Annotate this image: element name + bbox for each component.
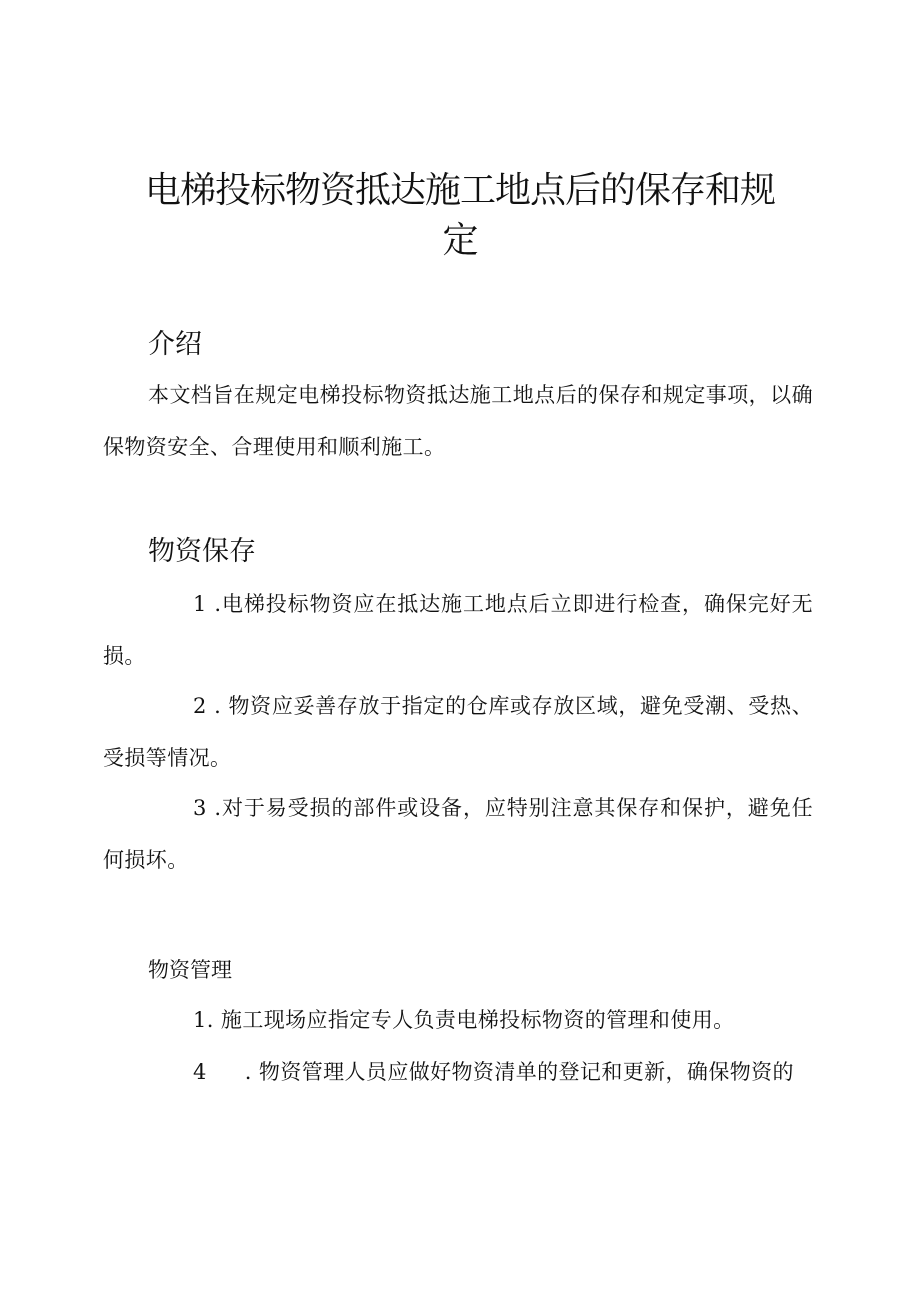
section-heading-storage: 物资保存 <box>148 536 256 567</box>
list-item-number: 1 <box>193 1008 207 1032</box>
list-item-text: . 物资应妥善存放于指定的仓库或存放区域，避免受潮、受热、受损等情况。 <box>103 694 814 770</box>
storage-item-3 <box>103 782 813 886</box>
intro-paragraph: 本文档旨在规定电梯投标物资抵达施工地点后的保存和规定事项，以确保物资安全、合理使用和顺利施工。 <box>103 383 813 459</box>
list-item-number: 3 <box>193 796 207 820</box>
document-title: 电梯投标物资抵达施工地点后的保存和规定 <box>144 170 775 261</box>
list-item-number: 2 <box>193 694 207 718</box>
section-heading-management: 物资管理 <box>148 958 232 982</box>
list-item-number: 1 <box>193 592 207 616</box>
section-heading-intro: 介绍 <box>148 329 202 360</box>
list-item-text: .电梯投标物资应在抵达施工地点后立即进行检查，确保完好无损。 <box>103 592 814 668</box>
management-item-1 <box>103 994 813 1046</box>
storage-item-2 <box>103 680 813 784</box>
list-item-text: . 施工现场应指定专人负责电梯投标物资的管理和使用。 <box>206 1008 735 1032</box>
list-item-text: .对于易受损的部件或设备，应特别注意其保存和保护，避免任何损坏。 <box>103 796 814 872</box>
management-item-2 <box>103 1046 813 1098</box>
storage-item-1 <box>103 578 813 682</box>
list-item-text: . 物资管理人员应做好物资清单的登记和更新，确保物资的 <box>244 1060 794 1084</box>
list-item-number: 4 <box>193 1060 207 1084</box>
